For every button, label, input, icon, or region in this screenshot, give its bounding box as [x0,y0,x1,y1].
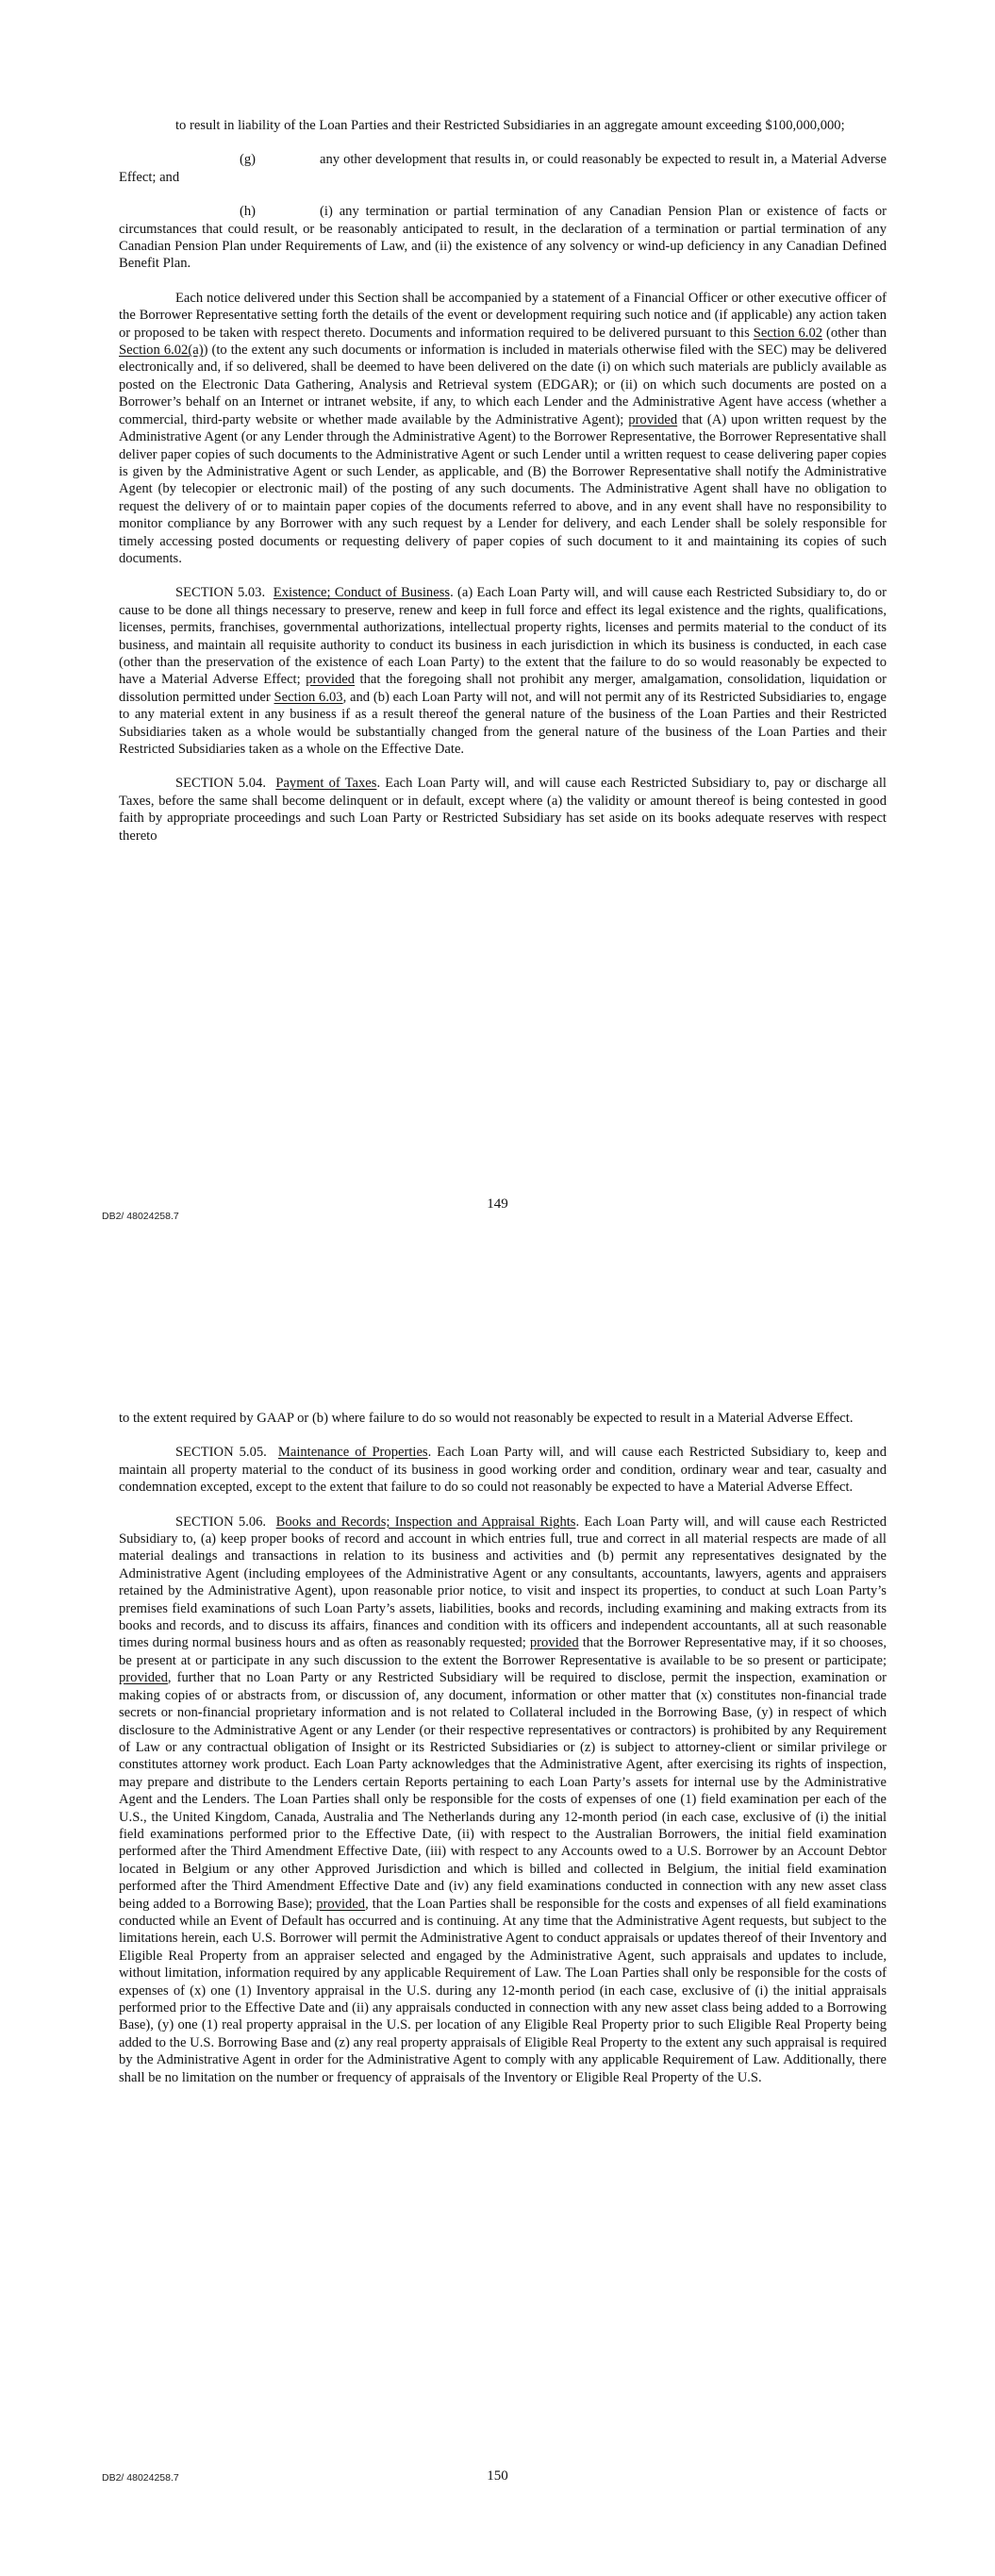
section-5-06-title: Books and Records; Inspection and Appraisal Rights [275,1514,576,1530]
provided-term: provided [306,672,356,688]
section-ref-6-03: Section 6.03 [274,689,343,705]
notice-text-1: Each notice delivered under this Section shall be accompanied by a statement of a Financial Officer or other executive officer of the Borrower Representative setting forth the details of the event or development requiring such notice and (if applicable) any action taken or proposed to be taken with respect thereto. Documents and information required to be delivered pursuant to this [119,290,887,341]
section-5-06-label: SECTION 5.06. [175,1514,267,1530]
page-number: 149 [487,1196,508,1212]
item-g-text: any other development that results in, or could reasonably be expected to result in, a Material Adverse Effect; and [119,152,887,185]
provided-term: provided [119,1670,168,1686]
page-149 [0,0,995,1283]
section-5-03-label: SECTION 5.03. [175,585,266,601]
section-5-04-label: SECTION 5.04. [175,776,266,792]
page-number: 150 [487,2468,508,2484]
section-5-06-text-2: that the Borrower Representative may, if it so chooses, be present at or participate in any such discussion to the extent the Borrower Representative is available to be so present or participate; [119,1635,887,1668]
section-5-03-title: Existence; Conduct of Business [273,585,451,601]
section-5-04-title: Payment of Taxes [275,776,377,792]
item-h-label: (h) [240,204,257,220]
item-g-paragraph [119,151,887,186]
section-5-05-title: Maintenance of Properties [277,1445,428,1461]
section-5-04-text: . Each Loan Party will, and will cause each Restricted Subsidiary to, pay or discharge all Taxes, before the same shall become delinquent or in default, except where (a) the validity or amount thereof is being contested in good faith by appropriate proceedings and such Loan Party or Restricted Subsidiary has set aside on its books adequate reserves with respect thereto [119,776,887,844]
section-5-06 [119,1514,887,2086]
provided-term: provided [628,411,678,427]
document-id: DB2/ 48024258.7 [102,1211,179,1222]
notice-text-2: (other than [822,325,887,341]
item-h-text: (i) any termination or partial termination of any Canadian Pension Plan or existence of facts or circumstances that could result, or be reasonably anticipated to result, in the declaration of a termination or partial termination of any Canadian Pension Plan under Requirements of Law, and (ii) the existence of any solvency or wind-up deficiency in any Canadian Defined Benefit Plan. [119,204,887,272]
section-ref-6-02a: Section 6.02(a) [119,343,204,359]
page-body [119,117,887,861]
section-ref-6-02: Section 6.02 [753,325,823,341]
section-5-04 [119,775,887,845]
section-5-03 [119,584,887,758]
item-h-paragraph [119,203,887,273]
lead-paragraph: to result in liability of the Loan Parties and their Restricted Subsidiaries in an aggregate amount exceeding $100,000,000; [175,118,845,133]
page-150 [0,1283,995,2576]
section-5-05-text: . Each Loan Party will, and will cause each Restricted Subsidiary to, keep and maintain all property material to the conduct of its business in good working order and condition, ordinary wear and tear, casualty and condemnation excepted, except to the extent that failure to do so could not reasonably be expected to have a Material Adverse Effect. [119,1445,887,1496]
provided-term: provided [529,1635,579,1651]
notice-text-4: that (A) upon written request by the Administrative Agent (or any Lender through the Administrative Agent) to the Borrower Representative, the Borrower Representative shall deliver paper copies of such documents to the Administrative Agent or such Lender until a written request to cease delivering paper copies is given by the Administrative Agent or such Lender, as applicable, and (B) the Borrower Representative shall notify the Administrative Agent (by telecopier or electronic mail) of the posting of any such documents. The Administrative Agent shall have no obligation to request the delivery of or to maintain paper copies of the documents referred to above, and in any event shall have no responsibility to monitor compliance by any Borrower with any such request by a Lender for delivery, and each Lender shall be solely responsible for timely accessing posted documents or requesting delivery of paper copies of such document to it and maintaining its copies of such documents. [119,411,887,566]
notice-text-3: ) (to the extent any such documents or information is included in materials otherwise filed with the SEC) may be delivered electronically and, if so delivered, shall be deemed to have been delivered on the date (i) on which such materials are publicly available as posted on the Electronic Data Gathering, Analysis and Retrieval system (EDGAR); or (ii) on which such documents are posted on a Borrower’s behalf on an Internet or intranet website, if any, to which each Lender and the Administrative Agent have access (whether a commercial, third-party website or whether made available by the Administrative Agent); [119,343,887,427]
section-5-06-text-3: , further that no Loan Party or any Restricted Subsidiary will be required to disclose, permit the inspection, examination or making copies of or abstracts from, or discussion of, any document, information or other matter that (x) constitutes non-financial trade secrets or non-financial proprietary information and is not related to Collateral included in the Borrowing Base, (y) in respect of which disclosure to the Administrative Agent or any Lender (or their respective representatives or contractors) is prohibited by any Requirement of Law or any contractual obligation of Insight or its Restricted Subsidiaries or (z) is subject to attorney-client or similar privilege or constitutes attorney work product. Each Loan Party acknowledges that the Administrative Agent, after exercising its rights of inspection, may prepare and distribute to the Lenders certain Reports pertaining to each Loan Party’s assets for internal use by the Administrative Agent and the Lenders. The Loan Parties shall only be responsible for the costs of expenses of one (1) field examination per each of the U.S., the United Kingdom, Canada, Australia and The Netherlands during any 12-month period (in each case, exclusive of (i) the initial field examinations performed prior to the Effective Date, (ii) with respect to the Australian Borrowers, the initial field examination performed after the Third Amendment Effective Date, (iii) with respect to any Accounts owed to a U.S. Borrower by an Account Debtor located in Belgium or any other Approved Jurisdiction and which is billed and collected in Belgium, the initial field examination performed after the Third Amendment Effective Date and (iv) any field examinations conducted in connection with any new asset class being added to a Borrowing Base); [119,1670,887,1912]
section-5-03-text-3: , and (b) each Loan Party will not, and will not permit any of its Restricted Subsidiaries to, engage to any material extent in any business if as a result thereof the general nature of the business of the Loan Parties and their Restricted Subsidiaries taken as a whole would be substantially changed from the general nature of the business of the Loan Parties and their Restricted Subsidiaries taken as a whole on the Effective Date. [119,689,887,757]
section-5-05 [119,1444,887,1496]
item-g-label: (g) [240,152,257,168]
section-5-03-text-2: that the foregoing shall not prohibit any merger, amalgamation, consolidation, liquidation or dissolution permitted under [119,672,887,705]
lead-paragraph: to the extent required by GAAP or (b) where failure to do so would not reasonably be expected to result in a Material Adverse Effect. [119,1411,854,1426]
document-id: DB2/ 48024258.7 [102,2472,179,2484]
provided-term: provided [316,1896,366,1912]
section-5-06-text-4: , that the Loan Parties shall be responsible for the costs and expenses of all field examinations conducted while an Event of Default has occurred and is continuing. At any time that the Administrative Agent requests, but subject to the limitations herein, each U.S. Borrower will permit the Administrative Agent to conduct appraisals or updates thereof of their Inventory and Eligible Real Property from an appraiser selected and engaged by the Administrative Agent, such appraisals and updates to include, without limitation, information required by any applicable Requirement of Law. The Loan Parties shall only be responsible for the costs of expenses of (x) one (1) Inventory appraisal in the U.S. during any 12-month period (in each case, exclusive of (i) the initial appraisals performed prior to the Effective Date and (ii) any appraisals conducted in connection with any new asset class being added to a Borrowing Base), (y) one (1) real property appraisal in the U.S. per location of any Eligible Real Property prior to such Eligible Real Property being added to the U.S. Borrowing Base and (z) any real property appraisals of Eligible Real Property to the extent any such appraisal is required by the Administrative Agent in order for the Administrative Agent to comply with any applicable Requirement of Law. Additionally, there shall be no limitation on the number or frequency of appraisals of the Inventory or Eligible Real Property of the U.S. [119,1896,887,2085]
section-5-03-text-1: . (a) Each Loan Party will, and will cause each Restricted Subsidiary to, do or cause to be done all things necessary to preserve, renew and keep in full force and effect its legal existence and the rights, qualifications, licenses, permits, franchises, governmental authorizations, intellectual property rights, licenses and permits material to the conduct of its business, and maintain all requisite authority to conduct its business in each jurisdiction in which its business is conducted, in each case (other than the preservation of the existence of each Loan Party) to the extent that the failure to do so would reasonably be expected to have a Material Adverse Effect; [119,585,887,688]
notice-paragraph [119,290,887,568]
section-5-05-label: SECTION 5.05. [175,1445,267,1461]
page-body [119,1410,887,2103]
section-5-06-text-1: . Each Loan Party will, and will cause each Restricted Subsidiary to, (a) keep proper books of record and account in which entries full, true and correct in all material respects are made of all material dealings and transactions in relation to its business and activities and (b) permit any representatives designated by the Administrative Agent (including employees of the Administrative Agent or any consultants, accountants, lawyers, agents and appraisers retained by the Administrative Agent), upon reasonable prior notice, to visit and inspect its properties, to conduct at such Loan Party’s premises field examinations of such Loan Party’s assets, liabilities, books and records, including examining and making extracts from its books and records, and to discuss its affairs, finances and condition with its officers and independent accountants, all at such reasonable times during normal business hours and as often as reasonably requested; [119,1514,887,1651]
